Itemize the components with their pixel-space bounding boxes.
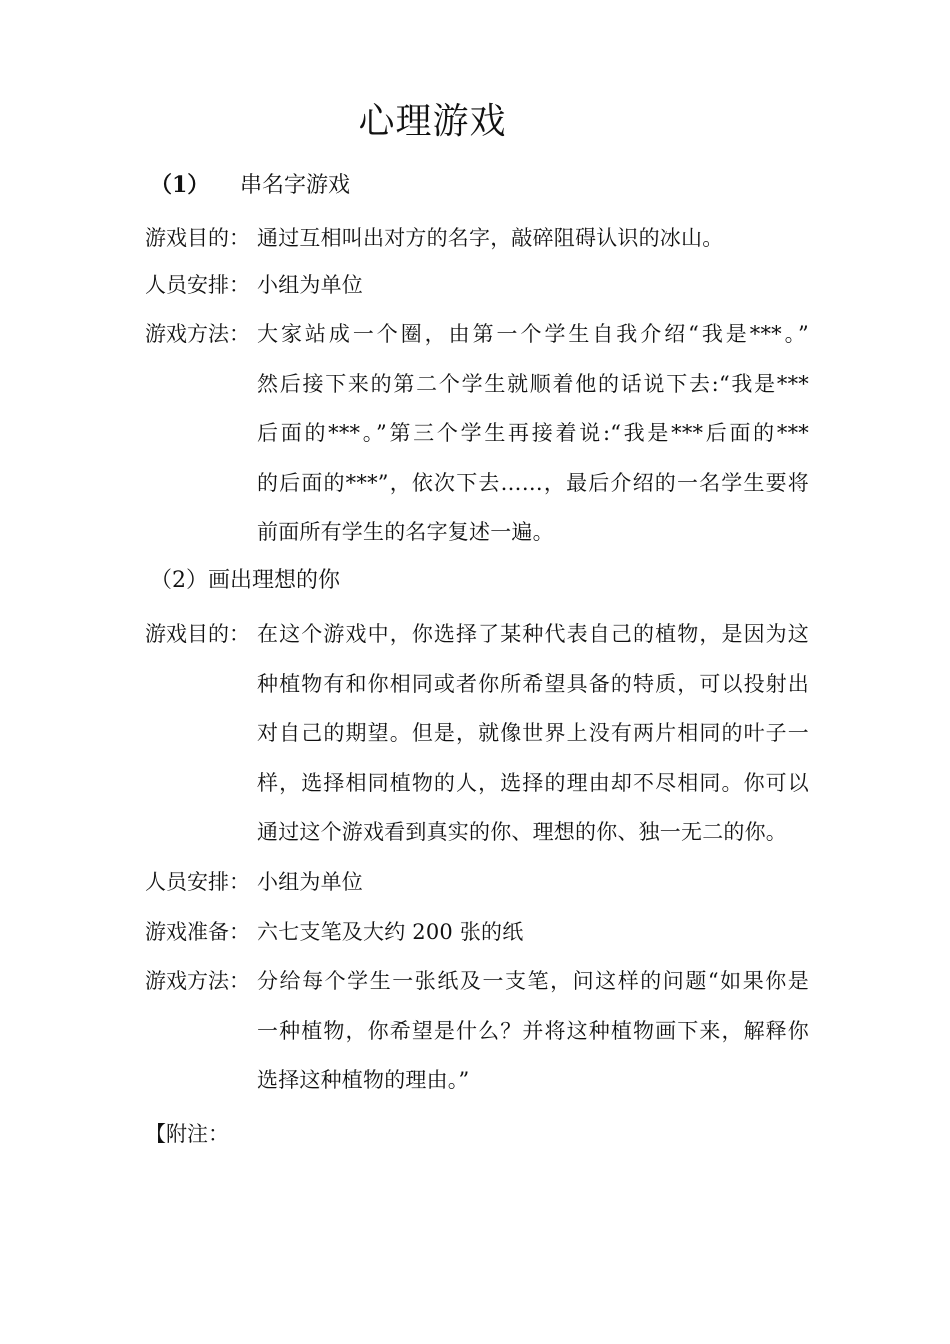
paragraph-line: 样，选择相同植物的人，选择的理由却不尽相同。你可以 <box>257 770 809 795</box>
page-title: 心理游戏 <box>358 101 507 142</box>
s1-method-content <box>257 319 809 567</box>
paragraph-line: 种植物有和你相同或者你所希望具备的特质，可以投射出 <box>257 671 809 696</box>
s1-purpose-content <box>257 223 809 273</box>
s2-method-content <box>257 966 809 1115</box>
paragraph-line: 对自己的期望。但是，就像世界上没有两片相同的叶子一 <box>257 721 809 745</box>
section-1-title: 串名字游戏 <box>240 173 351 198</box>
s2-purpose-content <box>257 619 809 867</box>
s2-purpose-label: 游戏目的： <box>145 622 250 646</box>
s2-staff-label: 人员安排： <box>145 870 250 894</box>
section-1-number: （1） <box>150 172 210 198</box>
s1-staff-label: 人员安排： <box>145 273 250 297</box>
paragraph-line: 然后接下来的第二个学生就顺着他的话说下去:“我是*** <box>257 371 809 396</box>
paragraph-line: 一种植物，你希望是什么？并将这种植物画下来，解释你 <box>257 1018 809 1043</box>
s1-method-label: 游戏方法： <box>145 322 250 346</box>
s1-staff-content <box>257 270 809 320</box>
paragraph-line: 六七支笔及大约 200 张的纸 <box>257 920 524 944</box>
s2-prep-label: 游戏准备： <box>145 920 250 944</box>
s1-purpose-label: 游戏目的： <box>145 226 250 250</box>
section-2-heading: （2）画出理想的你 <box>150 568 340 593</box>
paragraph-line: 通过这个游戏看到真实的你、理想的你、独一无二的你。 <box>257 820 787 844</box>
paragraph-line: 小组为单位 <box>257 870 363 894</box>
s2-staff-content <box>257 867 809 917</box>
paragraph-line: 大家站成一个圈，由第一个学生自我介绍“我是***。” <box>257 322 809 346</box>
paragraph-line: 分给每个学生一张纸及一支笔，问这样的问题“如果你是 <box>257 969 809 993</box>
s2-prep-content <box>257 917 809 967</box>
section-1-heading <box>150 170 350 201</box>
paragraph-line: 的后面的***”，依次下去……，最后介绍的一名学生要将 <box>257 470 809 495</box>
paragraph-line: 前面所有学生的名字复述一遍。 <box>257 520 554 544</box>
note-label: 【附注： <box>145 1122 229 1146</box>
s2-method-label: 游戏方法： <box>145 969 250 993</box>
paragraph-line: 后面的***。”第三个学生再接着说:“我是***后面的*** <box>257 421 809 445</box>
paragraph-line: 通过互相叫出对方的名字，敲碎阻碍认识的冰山。 <box>257 226 724 250</box>
paragraph-line: 在这个游戏中，你选择了某种代表自己的植物，是因为这 <box>257 622 809 646</box>
paragraph-line: 小组为单位 <box>257 273 363 297</box>
paragraph-line: 选择这种植物的理由。” <box>257 1068 470 1092</box>
